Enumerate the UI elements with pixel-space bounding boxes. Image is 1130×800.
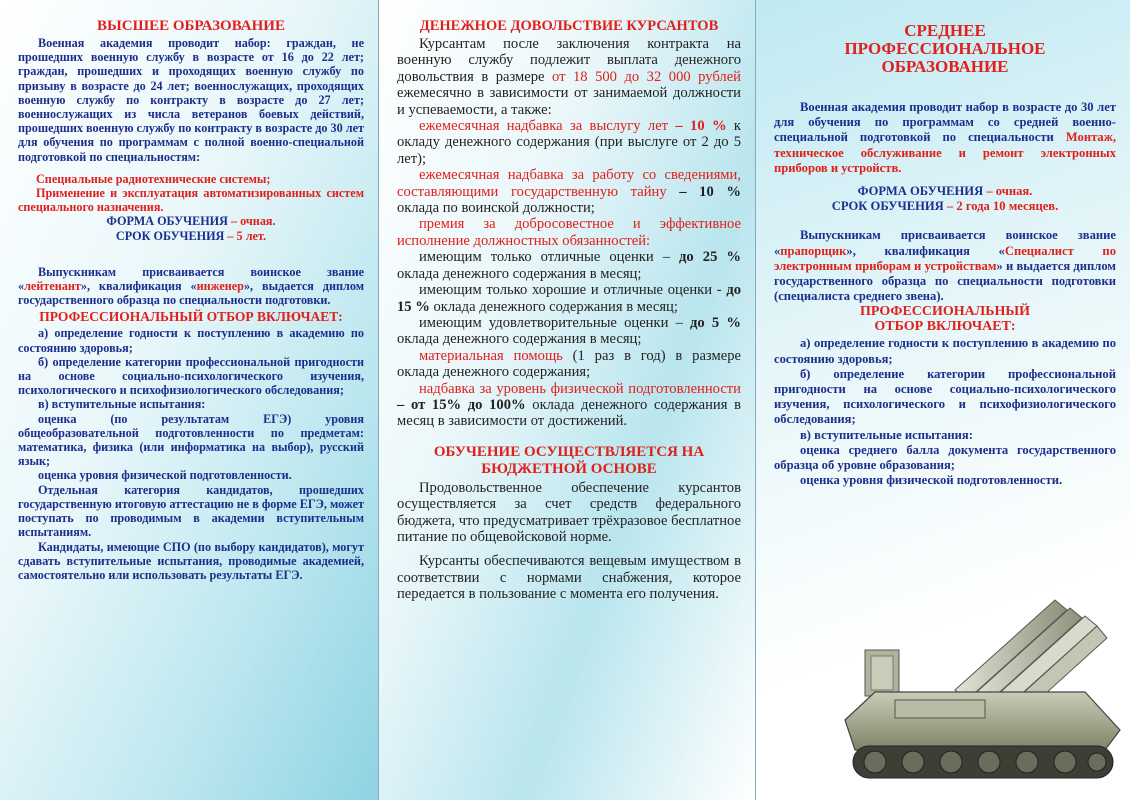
study-term: СРОК ОБУЧЕНИЯ – 5 лет. bbox=[115, 228, 267, 243]
secondary-study-form: ФОРМА ОБУЧЕНИЯ – очная. bbox=[857, 184, 1033, 199]
secondary-education-title: СРЕДНЕЕ ПРОФЕССИОНАЛЬНОЕ ОБРАЗОВАНИЕ bbox=[844, 21, 1046, 76]
column-allowance bbox=[378, 0, 756, 800]
column-higher-education bbox=[0, 0, 378, 800]
secondary-intro: Военная академия проводит набор в возрасте до 30 лет для обучения по программам со средней военно-специальной подготовкой по специальности Монтаж, техническое обслуживание и ремонт электронных приборов и устройств. bbox=[774, 100, 1116, 175]
allowance-bonus: премия за добросовестное и эффективное исполнение должностных обязанностей: bbox=[397, 216, 741, 249]
secondary-selection-title: ПРОФЕССИОНАЛЬНЫЙ ОТБОР ВКЛЮЧАЕТ: bbox=[860, 304, 1030, 335]
separate-category: Отдельная категория кандидатов, прошедших государственную итоговую аттестацию не в форме ЕГЭ, может поступать по проводимым в академии вступительным испытаниям. bbox=[18, 482, 364, 540]
specialty-2: Применение и эксплуатация автоматизированных систем специального назначения. bbox=[18, 186, 364, 215]
allowance-bonus-satisfactory: имеющим удовлетворительные оценки – до 5 % оклада денежного содержания в месяц; bbox=[397, 314, 741, 348]
secondary-study-term: СРОК ОБУЧЕНИЯ – 2 года 10 месяцев. bbox=[831, 199, 1059, 214]
allowance-title: ДЕНЕЖНОЕ ДОВОЛЬСТВИЕ КУРСАНТОВ bbox=[419, 18, 719, 34]
selection-a: а) определение годности к поступлению в академию по состоянию здоровья; bbox=[18, 326, 364, 355]
missile-launcher-image bbox=[835, 580, 1125, 790]
selection-phys: оценка уровня физической подготовленности. bbox=[38, 468, 292, 483]
graduate-rank-text: Выпускникам присваивается воинское звание «лейтенант», квалификация «инженер», выдается диплом государственного образца по специальности подготовки. bbox=[18, 264, 364, 308]
allowance-bonus-good: имеющим только хорошие и отличные оценки - до 15 % оклада денежного содержания в месяц; bbox=[397, 282, 741, 315]
gear-supply: Курсанты обеспечиваются вещевым имуществом в соответствии с нормами снабжения, которое передается в пользование с момента его получения. bbox=[397, 553, 741, 603]
higher-education-title: ВЫСШЕЕ ОБРАЗОВАНИЕ bbox=[97, 18, 285, 34]
secondary-selection-avg: оценка среднего балла документа государственного образца об уровне образования; bbox=[774, 442, 1116, 473]
secondary-selection-b: б) определение категории профессиональной пригодности на основе социально-психологического изучения, психологического и психофизиологического обследования; bbox=[774, 366, 1116, 427]
selection-b: б) определение категории профессиональной пригодности на основе социально-психологического изучения, психологического и психофизиологического обследования; bbox=[18, 354, 364, 398]
allowance-bonus-excellent: имеющим только отличные оценки – до 25 % оклада денежного содержания в месяц; bbox=[397, 249, 742, 282]
allowance-physical: надбавка за уровень физической подготовленности – от 15% до 100% оклада денежного содержания в месяц в зависимости от достижений. bbox=[397, 380, 742, 430]
higher-education-intro: Военная академия проводит набор: граждан, не прошедших военную службу в возрасте от 16 до 22 лет; граждан, прошедших и проходящих военную службу по призыву в возрасте до 24 лет; военнослужащих, проходящих военную службу по контракту в возрасте до 27 лет; военнослужащих из числа ветеранов боевых действий, прошедших военную службу по контракту в возрасте до 30 лет для обучения по программам с полной военно-специальной подготовкой по специальностям: bbox=[18, 36, 364, 164]
allowance-service-years: ежемесячная надбавка за выслугу лет – 10 % к окладу денежного содержания (при выслуге от 2 до 5 лет); bbox=[397, 118, 741, 167]
budget-title: ОБУЧЕНИЕ ОСУЩЕСТВЛЯЕТСЯ НА БЮДЖЕТНОЙ ОСНОВЕ bbox=[433, 443, 705, 477]
spo-candidates: Кандидаты, имеющие СПО (по выбору кандидатов), могут сдавать вступительные испытания, проводимые академией, самостоятельно или использовать результаты ЕГЭ. bbox=[18, 539, 364, 582]
secondary-selection-phys: оценка уровня физической подготовленности. bbox=[800, 473, 1063, 488]
secondary-graduate-text: Выпускникам присваивается воинское звание «прапорщик», квалификация «Специалист по электронным приборам и устройствам» и выдается диплом государственного образца по специальности подготовки (специалиста среднего звена). bbox=[774, 228, 1116, 304]
food-supply: Продовольственное обеспечение курсантов осуществляется за счет средств федерального бюджета, что предусматривает трёхразовое бесплатное питание по общевойсковой норме. bbox=[397, 479, 741, 545]
selection-ege: оценка (по результатам ЕГЭ) уровня общеобразовательной подготовленности по предметам: математика, физика (или информатика на выбор), русский язык; bbox=[18, 411, 364, 469]
secondary-selection-a: а) определение годности к поступлению в академию по состоянию здоровья; bbox=[774, 336, 1116, 366]
selection-title: ПРОФЕССИОНАЛЬНЫЙ ОТБОР ВКЛЮЧАЕТ: bbox=[39, 309, 343, 325]
allowance-material-help: материальная помощь (1 раз в год) в размере оклада денежного содержания; bbox=[397, 347, 741, 381]
allowance-intro: Курсантам после заключения контракта на военную службу подлежит выплата денежного довольствия в размере от 18 500 до 32 000 рублей ежемесячно в зависимости от занимаемой должности и успеваемости, а также: bbox=[397, 36, 741, 118]
specialty-1: Специальные радиотехнические системы; bbox=[36, 171, 271, 186]
secondary-selection-v: в) вступительные испытания: bbox=[800, 427, 973, 442]
selection-v: в) вступительные испытания: bbox=[38, 397, 206, 412]
study-form: ФОРМА ОБУЧЕНИЯ – очная. bbox=[106, 214, 276, 229]
allowance-secret: ежемесячная надбавка за работу со сведениями, составляющими государственную тайну – 10 % оклада по воинской должности; bbox=[397, 167, 741, 217]
